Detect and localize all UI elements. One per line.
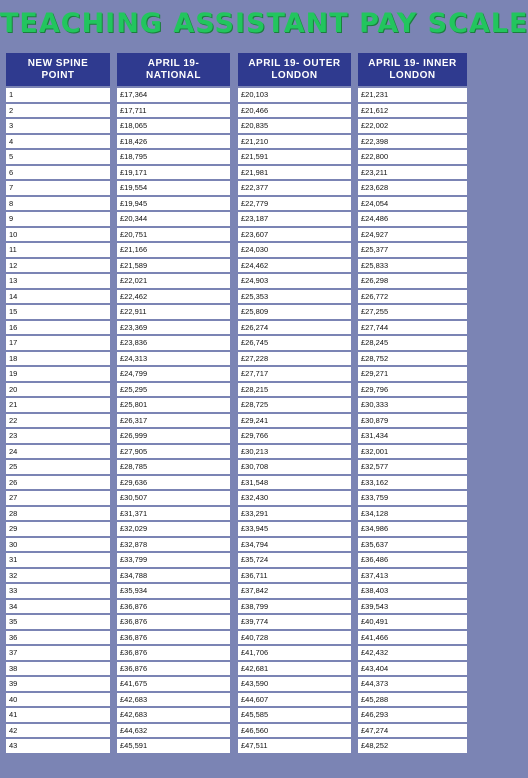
table-cell-outer: £26,745: [238, 336, 351, 350]
table-cell-inner: £34,986: [358, 522, 467, 536]
table-cell-outer: £38,799: [238, 600, 351, 614]
table-cell-outer: £37,842: [238, 584, 351, 598]
table-cell-spine: 28: [6, 507, 110, 521]
table-cell-national: £42,683: [117, 708, 230, 722]
table-cell-spine: 21: [6, 398, 110, 412]
table-cell-national: £18,065: [117, 119, 230, 133]
table-cell-spine: 4: [6, 135, 110, 149]
table-cell-spine: 20: [6, 383, 110, 397]
table-cell-spine: 18: [6, 352, 110, 366]
table-cell-spine: 26: [6, 476, 110, 490]
table-cell-outer: £42,681: [238, 662, 351, 676]
table-cell-inner: £21,612: [358, 104, 467, 118]
table-cell-spine: 12: [6, 259, 110, 273]
table-cell-spine: 24: [6, 445, 110, 459]
table-cell-outer: £33,945: [238, 522, 351, 536]
table-cell-inner: £29,796: [358, 383, 467, 397]
table-cell-spine: 32: [6, 569, 110, 583]
table-cell-outer: £36,711: [238, 569, 351, 583]
table-cell-national: £36,876: [117, 631, 230, 645]
table-cell-national: £32,878: [117, 538, 230, 552]
table-cell-national: £32,029: [117, 522, 230, 536]
table-cell-inner: £23,211: [358, 166, 467, 180]
table-cell-spine: 33: [6, 584, 110, 598]
table-cell-national: £17,364: [117, 88, 230, 102]
table-cell-spine: 40: [6, 693, 110, 707]
table-cell-outer: £33,291: [238, 507, 351, 521]
table-cell-national: £36,876: [117, 646, 230, 660]
table-cell-inner: £27,255: [358, 305, 467, 319]
table-cell-national: £21,589: [117, 259, 230, 273]
table-cell-national: £30,507: [117, 491, 230, 505]
table-cell-national: £17,711: [117, 104, 230, 118]
table-cell-spine: 35: [6, 615, 110, 629]
table-cell-national: £45,591: [117, 739, 230, 753]
table-cell-national: £35,934: [117, 584, 230, 598]
table-cell-national: £24,799: [117, 367, 230, 381]
table-cell-outer: £41,706: [238, 646, 351, 660]
table-cell-outer: £25,809: [238, 305, 351, 319]
table-cell-outer: £23,187: [238, 212, 351, 226]
table-cell-outer: £45,585: [238, 708, 351, 722]
table-cell-inner: £26,772: [358, 290, 467, 304]
table-cell-outer: £25,353: [238, 290, 351, 304]
page-title: TEACHING ASSISTANT PAY SCALE: [0, 8, 528, 39]
table-cell-spine: 43: [6, 739, 110, 753]
table-cell-outer: £44,607: [238, 693, 351, 707]
table-cell-spine: 19: [6, 367, 110, 381]
table-cell-outer: £30,213: [238, 445, 351, 459]
table-cell-spine: 13: [6, 274, 110, 288]
table-cell-spine: 27: [6, 491, 110, 505]
table-cell-outer: £21,591: [238, 150, 351, 164]
table-cell-spine: 39: [6, 677, 110, 691]
table-cell-outer: £32,430: [238, 491, 351, 505]
table-cell-national: £19,171: [117, 166, 230, 180]
table-cell-spine: 36: [6, 631, 110, 645]
table-cell-national: £19,945: [117, 197, 230, 211]
table-cell-national: £23,836: [117, 336, 230, 350]
table-cell-spine: 37: [6, 646, 110, 660]
table-cell-inner: £36,486: [358, 553, 467, 567]
table-cell-outer: £24,030: [238, 243, 351, 257]
table-cell-national: £36,876: [117, 662, 230, 676]
table-cell-national: £18,426: [117, 135, 230, 149]
table-cell-national: £44,632: [117, 724, 230, 738]
table-cell-outer: £21,210: [238, 135, 351, 149]
spine-point-column: [6, 53, 110, 753]
table-cell-inner: £35,637: [358, 538, 467, 552]
table-cell-national: £24,313: [117, 352, 230, 366]
table-cell-spine: 9: [6, 212, 110, 226]
table-cell-inner: £29,271: [358, 367, 467, 381]
table-cell-outer: £29,766: [238, 429, 351, 443]
table-cell-inner: £21,231: [358, 88, 467, 102]
table-cell-inner: £25,377: [358, 243, 467, 257]
table-cell-spine: 6: [6, 166, 110, 180]
table-cell-inner: £33,759: [358, 491, 467, 505]
table-cell-inner: £39,543: [358, 600, 467, 614]
table-cell-inner: £46,293: [358, 708, 467, 722]
table-cell-outer: £23,607: [238, 228, 351, 242]
table-cell-spine: 31: [6, 553, 110, 567]
table-cell-inner: £32,577: [358, 460, 467, 474]
table-cell-outer: £43,590: [238, 677, 351, 691]
table-cell-inner: £43,404: [358, 662, 467, 676]
table-cell-inner: £42,432: [358, 646, 467, 660]
table-cell-spine: 42: [6, 724, 110, 738]
table-cell-spine: 3: [6, 119, 110, 133]
table-cell-outer: £39,774: [238, 615, 351, 629]
table-cell-spine: 34: [6, 600, 110, 614]
table-cell-spine: 30: [6, 538, 110, 552]
table-cell-inner: £23,628: [358, 181, 467, 195]
table-cell-spine: 14: [6, 290, 110, 304]
table-cell-inner: £45,288: [358, 693, 467, 707]
table-cell-inner: £22,398: [358, 135, 467, 149]
table-cell-spine: 16: [6, 321, 110, 335]
table-cell-inner: £28,245: [358, 336, 467, 350]
header-national: APRIL 19- NATIONAL: [117, 53, 230, 86]
table-cell-spine: 5: [6, 150, 110, 164]
table-cell-outer: £20,103: [238, 88, 351, 102]
table-cell-spine: 29: [6, 522, 110, 536]
table-cell-outer: £20,466: [238, 104, 351, 118]
national-column: [117, 53, 230, 753]
table-cell-national: £26,999: [117, 429, 230, 443]
table-cell-outer: £46,560: [238, 724, 351, 738]
table-cell-inner: £34,128: [358, 507, 467, 521]
table-cell-outer: £27,228: [238, 352, 351, 366]
table-cell-national: £36,876: [117, 600, 230, 614]
table-cell-outer: £40,728: [238, 631, 351, 645]
table-cell-national: £36,876: [117, 615, 230, 629]
table-cell-spine: 25: [6, 460, 110, 474]
table-cell-outer: £35,724: [238, 553, 351, 567]
table-cell-inner: £48,252: [358, 739, 467, 753]
table-cell-outer: £28,725: [238, 398, 351, 412]
table-cell-outer: £34,794: [238, 538, 351, 552]
table-cell-national: £25,295: [117, 383, 230, 397]
table-cell-national: £28,785: [117, 460, 230, 474]
table-cell-national: £42,683: [117, 693, 230, 707]
table-cell-outer: £47,511: [238, 739, 351, 753]
table-cell-national: £31,371: [117, 507, 230, 521]
table-cell-outer: £24,462: [238, 259, 351, 273]
header-outer-london: APRIL 19- OUTER LONDON: [238, 53, 351, 86]
table-cell-national: £33,799: [117, 553, 230, 567]
table-cell-inner: £40,491: [358, 615, 467, 629]
table-cell-inner: £41,466: [358, 631, 467, 645]
table-cell-inner: £30,333: [358, 398, 467, 412]
table-cell-spine: 10: [6, 228, 110, 242]
table-cell-outer: £22,377: [238, 181, 351, 195]
table-cell-inner: £28,752: [358, 352, 467, 366]
table-cell-inner: £26,298: [358, 274, 467, 288]
table-cell-national: £22,021: [117, 274, 230, 288]
table-cell-inner: £32,001: [358, 445, 467, 459]
table-cell-inner: £31,434: [358, 429, 467, 443]
table-cell-national: £21,166: [117, 243, 230, 257]
table-cell-national: £26,317: [117, 414, 230, 428]
table-cell-outer: £28,215: [238, 383, 351, 397]
table-cell-spine: 38: [6, 662, 110, 676]
table-cell-national: £25,801: [117, 398, 230, 412]
table-cell-inner: £27,744: [358, 321, 467, 335]
table-cell-national: £20,344: [117, 212, 230, 226]
table-cell-national: £22,911: [117, 305, 230, 319]
table-cell-spine: 11: [6, 243, 110, 257]
table-cell-spine: 15: [6, 305, 110, 319]
table-cell-inner: £24,054: [358, 197, 467, 211]
table-cell-national: £19,554: [117, 181, 230, 195]
table-cell-inner: £22,002: [358, 119, 467, 133]
table-cell-spine: 22: [6, 414, 110, 428]
table-cell-outer: £31,548: [238, 476, 351, 490]
table-cell-national: £27,905: [117, 445, 230, 459]
table-cell-spine: 7: [6, 181, 110, 195]
table-cell-spine: 2: [6, 104, 110, 118]
table-cell-inner: £30,879: [358, 414, 467, 428]
table-cell-inner: £24,486: [358, 212, 467, 226]
table-cell-inner: £47,274: [358, 724, 467, 738]
table-cell-outer: £27,717: [238, 367, 351, 381]
table-cell-outer: £30,708: [238, 460, 351, 474]
table-cell-outer: £22,779: [238, 197, 351, 211]
table-cell-national: £18,795: [117, 150, 230, 164]
table-cell-inner: £24,927: [358, 228, 467, 242]
header-inner-london: APRIL 19- INNER LONDON: [358, 53, 467, 86]
table-cell-inner: £38,403: [358, 584, 467, 598]
table-cell-national: £41,675: [117, 677, 230, 691]
header-spine-point: NEW SPINE POINT: [6, 53, 110, 86]
table-cell-national: £29,636: [117, 476, 230, 490]
table-cell-spine: 17: [6, 336, 110, 350]
outer-london-column: [238, 53, 351, 753]
table-cell-spine: 23: [6, 429, 110, 443]
table-cell-outer: £21,981: [238, 166, 351, 180]
table-cell-inner: £37,413: [358, 569, 467, 583]
table-cell-national: £20,751: [117, 228, 230, 242]
table-cell-inner: £22,800: [358, 150, 467, 164]
table-cell-outer: £24,903: [238, 274, 351, 288]
inner-london-column: [358, 53, 467, 753]
table-cell-outer: £26,274: [238, 321, 351, 335]
table-cell-outer: £20,835: [238, 119, 351, 133]
table-cell-national: £22,462: [117, 290, 230, 304]
table-cell-spine: 1: [6, 88, 110, 102]
table-cell-inner: £33,162: [358, 476, 467, 490]
table-cell-spine: 41: [6, 708, 110, 722]
table-cell-inner: £25,833: [358, 259, 467, 273]
table-cell-national: £34,788: [117, 569, 230, 583]
table-cell-national: £23,369: [117, 321, 230, 335]
table-cell-outer: £29,241: [238, 414, 351, 428]
table-cell-inner: £44,373: [358, 677, 467, 691]
table-cell-spine: 8: [6, 197, 110, 211]
